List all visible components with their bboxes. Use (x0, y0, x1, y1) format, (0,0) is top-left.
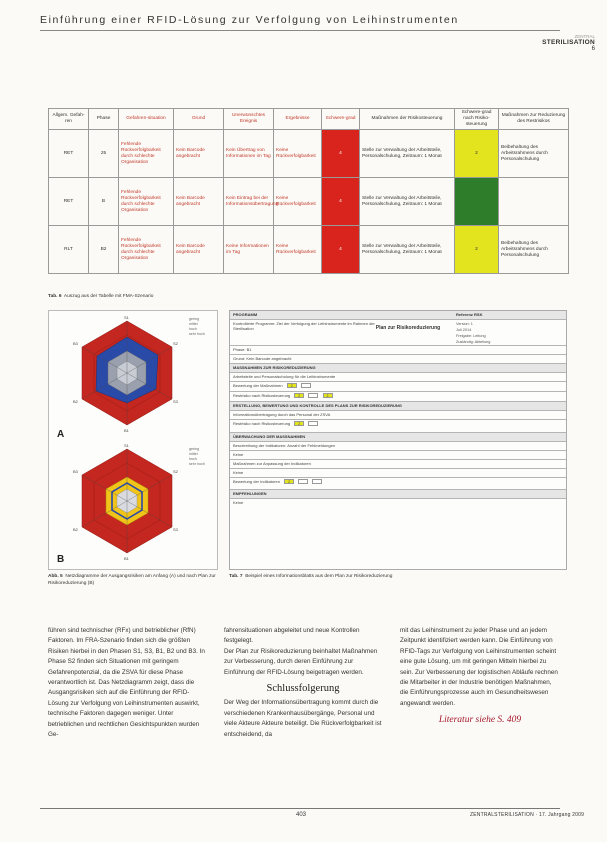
column-header: Maßnahmen zur Reduzierung des Restrisikos (499, 109, 569, 130)
form-title (230, 311, 566, 320)
caption-number: Abb. 5 (48, 574, 63, 579)
cell-severity: 4 (322, 226, 360, 274)
form-ref-value: RSK (474, 312, 483, 317)
table-row (49, 178, 569, 226)
grade-box: 2 (284, 479, 294, 484)
paragraph: führen sind technischer (RFx) und betrieblicher (RfN) Faktoren. Im FRA-Szenario finden sich die größten Risiken hierbei in den Phasen S1, S3, B1, B2 und B3. In Phase S2 finden sich Situationen mit geringem Gefahrenpotenzial, da die ZSVA für diese Phase verantwortlich ist. Das Netzdiagramm zeigt, dass die Ausgangsrisiken sich auf die Einführung der RFID-Lösung zur Verfolgung von Leihinstrumenten auswirkt, technische Faktoren dagegen weniger. Unter betrieblichen und rechtlichen Gesichtspunkten wurden Ge- (48, 627, 205, 739)
column-header: Allgem. Gefah-ren (49, 109, 89, 130)
axis-label: B1 (124, 556, 129, 561)
column-header: Schwere-grad nach Risiko-steuerung (455, 109, 499, 130)
paragraph: fahrensituationen abgeleitet und neue Kontrollen festgelegt. (224, 627, 360, 645)
cell-result: Keine Rückverfolgbarkeit (274, 178, 322, 226)
paragraph: Der Plan zur Risikoreduzierung beinhaltet Maßnahmen zur Verbesserung, durch deren Einführung zur Einführung der RFID-Lösung beigetragen werden. (224, 647, 378, 676)
column-header: Gefahren-situation (119, 109, 174, 130)
panel-label-a: A (57, 429, 65, 440)
brand-number: 6 (591, 46, 595, 52)
grade-box: 2 (294, 393, 304, 398)
running-title: Einführung einer RFID-Lösung zur Verfolgung von Leihinstrumenten (40, 14, 459, 26)
legend (189, 317, 205, 337)
form-meta (456, 321, 490, 345)
legend-item: hoch (189, 327, 197, 331)
cell-phase: B (89, 178, 119, 226)
grade-box: 2 (294, 421, 304, 426)
form-residual-label: Restrisiko nach Risikosteuerung (233, 421, 291, 426)
grade-box (301, 383, 311, 388)
form-monitor-head: ÜBERWACHUNG DER MASSNAHMEN (230, 433, 566, 442)
column-header: Schwere-grad (322, 109, 360, 130)
cell-reason: Kein Barcode angebracht (174, 226, 224, 274)
figure-caption (48, 574, 218, 587)
axis-label: S1 (124, 443, 129, 448)
caption-text: Beispiel eines Informationsblatts aus dem Plan zur Risikoreduzierung (245, 574, 393, 579)
column-header: Phase (89, 109, 119, 130)
cell-situation: Fehlende Rückverfolgbarkeit durch schlechte Organisation (119, 130, 174, 178)
cell-result: Keine Rückverfolgbarkeit (274, 226, 322, 274)
cell-situation: Fehlende Rückverfolgbarkeit durch schlechte Organisation (119, 178, 174, 226)
caption-text: Auszug aus der Tabelle mit FMA-Szenario (63, 294, 154, 299)
grade-box (308, 421, 318, 426)
form-version: Version: 1 (456, 322, 473, 326)
cell-event: Keine Informationen im Tag (224, 226, 274, 274)
legend-item: gering (189, 447, 199, 451)
form-responsible: Zuständig: Abteilung (456, 340, 491, 344)
cell-measures: Stelle zur Verwaltung der Arbeitsteile, Personalschulung, Zeitraum: 1 Monat (360, 226, 455, 274)
footer-rule (40, 808, 560, 809)
axis-label: S2 (173, 469, 178, 474)
cell-hazard: RET (49, 130, 89, 178)
cell-severity: 4 (322, 178, 360, 226)
header-rule (40, 30, 560, 31)
journal-brand (542, 34, 595, 52)
form-eval-label: Bewertung der Indikatoren (233, 479, 280, 484)
legend-item: mittel (189, 322, 198, 326)
grade-box: 2 (323, 393, 333, 398)
form-plan-sub: Informationsübertragung durch das Personal der ZSVA (230, 411, 566, 420)
legend-item: sehr hoch (189, 332, 205, 336)
info-sheet (229, 310, 567, 570)
axis-label: S3 (173, 399, 178, 404)
paragraph: Der Weg der Informationsübertragung kommt durch die verschiedenen Krankenhausübergänge, Personal und viele Akteure Akteure beteiligt. Die Rückverfolgbarkeit ist entscheidend, da (224, 699, 382, 738)
form-ref (456, 312, 482, 317)
radar-a (73, 315, 179, 433)
brand-tag: ZENTRAL (574, 34, 595, 39)
form-rec-value: Keine (233, 500, 244, 505)
axis-label: B3 (73, 469, 78, 474)
cell-residual: 2 (455, 226, 499, 274)
radar-b (73, 443, 179, 561)
text-column-3 (400, 626, 560, 726)
fmea-table (48, 108, 569, 274)
radar-diagrams (49, 311, 219, 571)
cell-event: Kein Eintrag bei der Informationsübertragung (224, 178, 274, 226)
table-row (49, 226, 569, 274)
form-approval: Freigabe: Leitung (456, 334, 486, 338)
cell-reduction: Beibehaltung des Arbeitsrahmens durch Personalschulung (499, 130, 569, 178)
cell-measures: Stelle zur Verwaltung der Arbeitsteile, Personalschulung, Zeitraum: 1 Monat (360, 130, 455, 178)
legend-item: mittel (189, 452, 198, 456)
cell-result: Keine Rückverfolgbarkeit (274, 130, 322, 178)
form-eval-row (230, 478, 566, 490)
axis-label: S1 (124, 315, 129, 320)
cell-reduction (499, 178, 569, 226)
form-measures-sub: Arbeitsteile und Personalschulung für die Leihinstrumente (230, 373, 566, 382)
grade-box: 2 (287, 383, 297, 388)
form-monitor-1: Beschreibung der Indikatoren: Anzahl der Fehlmeldungen (230, 442, 566, 451)
column-header: Grund (174, 109, 224, 130)
radar-figure (48, 310, 218, 570)
form-assess: Bewertung der Maßnahmen (233, 383, 283, 388)
form-assess-row (230, 382, 566, 392)
table-header-row (49, 109, 569, 130)
cell-severity: 4 (322, 130, 360, 178)
cell-residual (455, 178, 499, 226)
literature-reference[interactable]: Literatur siehe S. 409 (438, 715, 522, 726)
legend-item: gering (189, 317, 199, 321)
cell-reason: Kein Barcode angebracht (174, 178, 224, 226)
caption-text: Netzdiagramme der Ausgangsrisiken am Anfang (A) und nach Plan zur Risikoreduzierung (B) (48, 574, 216, 586)
legend-item: hoch (189, 457, 197, 461)
legend-b (189, 447, 205, 467)
caption-number: Tab. 7 (229, 574, 243, 579)
grade-box (308, 393, 318, 398)
form-caption (229, 574, 392, 579)
cell-hazard: RLT (49, 226, 89, 274)
cell-reduction: Beibehaltung des Arbeitsrahmens durch Personalschulung (499, 226, 569, 274)
axis-label: S2 (173, 341, 178, 346)
grade-box (312, 479, 322, 484)
cell-phase: 25 (89, 130, 119, 178)
brand-name: STERILISATION (542, 39, 595, 46)
form-date: Juli 2014 (456, 328, 472, 332)
cell-measures: Stelle zur Verwaltung der Arbeitsteile, Personalschulung, Zeitraum: 1 Monat (360, 178, 455, 226)
form-phase: Phase: B1 (230, 346, 566, 355)
page-number: 403 (296, 812, 307, 818)
column-header: Unerwünschtes Ereignis (224, 109, 274, 130)
form-rec-head: EMPFEHLUNGEN (230, 490, 566, 499)
cell-situation: Fehlende Rückverfolgbarkeit durch schlechte Organisation (119, 226, 174, 274)
form-title-text: PROGRAMM (233, 312, 258, 317)
table-row (49, 130, 569, 178)
form-ref-label: Referenz (456, 312, 473, 317)
cell-reason: Kein Barcode angebracht (174, 130, 224, 178)
form-rec-value-1: Keine (230, 451, 566, 460)
form-plan-label: Plan zur Risikoreduzierung (375, 325, 441, 331)
form-rec-value-2: Keine (230, 469, 566, 478)
axis-label: B1 (124, 428, 129, 433)
form-description: Kontrollierte Programm: Ziel der Verfolgung der Leihinstrumente im Rahmen der Sterilisation (230, 320, 566, 346)
text-column-1 (48, 626, 208, 740)
cell-phase: B2 (89, 226, 119, 274)
journal-footer: ZENTRALSTERILISATION · 17. Jahrgang 2009 (470, 812, 585, 818)
form-monitor-2: Maßnahmen zur Anpassung der Indikatoren (230, 460, 566, 469)
paragraph: mit das Leihinstrument zu jeder Phase und an jedem Zeitpunkt identifiziert werden kann. Die Einführung von RFID-Tags zur Verfolgung von Leihinstrumenten scheint eine gute Lösung, um mit geringen Mitteln hierbei zu sein. Zur Verbesserung der logistischen Abläufe rechnen die Mitarbeiter in der Industrie benötigen Maßnahmen, die Einführungsprozesse auch im Gesundheitswesen angewandt werden. (400, 627, 558, 707)
cell-residual: 2 (455, 130, 499, 178)
panel-label-b: B (57, 554, 65, 565)
table-caption (48, 294, 153, 299)
legend-item: sehr hoch (189, 462, 205, 466)
cell-hazard: RET (49, 178, 89, 226)
column-header: Ergebnisse (274, 109, 322, 130)
form-plan-head: ERSTELLUNG, BEWERTUNG UND KONTROLLE DES PLANS ZUR RISIKOREDUZIERUNG (230, 402, 566, 411)
form-reason: Grund: Kein Barcode angebracht (230, 355, 566, 364)
form-residual-row (230, 392, 566, 402)
section-title: Schlussfolgerung (266, 683, 340, 695)
form-residual-row-2 (230, 420, 566, 433)
axis-label: B2 (73, 527, 78, 532)
cell-event: Kein Übertrag von Informationen im Tag (224, 130, 274, 178)
grade-box (298, 479, 308, 484)
column-header: Maßnahmen der Risikosteuerung (360, 109, 455, 130)
axis-label: S3 (173, 527, 178, 532)
caption-number: Tab. 6 (48, 294, 62, 299)
axis-label: B3 (73, 341, 78, 346)
form-measures-head: MASSNAHMEN ZUR RISIKOREDUZIERUNG (230, 364, 566, 373)
text-column-2 (224, 626, 382, 740)
axis-label: B2 (73, 399, 78, 404)
form-residual-label: Restrisiko nach Risikosteuerung (233, 393, 291, 398)
